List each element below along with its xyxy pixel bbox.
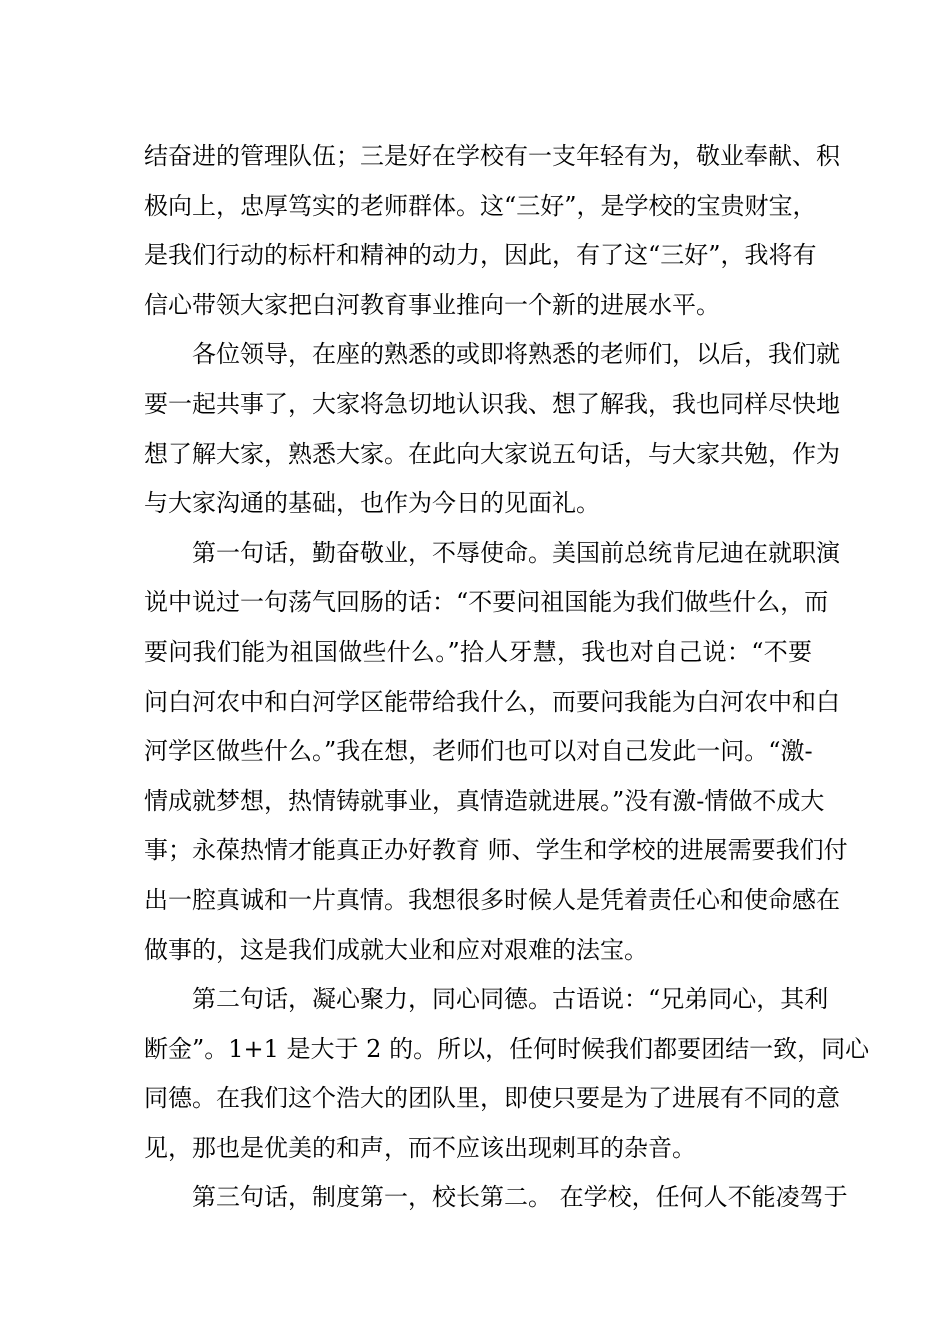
text-line: 情成就梦想，热情铸就事业，真情造就进展。”没有激-情做不成大 — [144, 786, 825, 815]
text-line: 问白河农中和白河学区能带给我什么，而要问我能为白河农中和白 — [144, 687, 840, 716]
text-line: 信心带领大家把白河教育事业推向一个新的进展水平。 — [144, 290, 720, 319]
text-line: 极向上，忠厚笃实的老师群体。这“三好”，是学校的宝贵财宝， — [144, 191, 817, 220]
text-line: 事；永葆热情才能真正办好教育 师、学生和学校的进展需要我们付 — [144, 836, 848, 865]
text-line: 断金”。1+1 是大于 2 的。所以，任何时候我们都要团结一致，同心 — [144, 1034, 870, 1063]
text-line: 做事的，这是我们成就大业和应对艰难的法宝。 — [144, 935, 648, 964]
paragraph-first-line: 第一句话，勤奋敬业，不辱使命。美国前总统肯尼迪在就职演 — [192, 538, 840, 567]
text-line: 想了解大家，熟悉大家。在此向大家说五句话，与大家共勉，作为 — [144, 439, 840, 468]
text-line: 见，那也是优美的和声，而不应该出现刺耳的杂音。 — [144, 1133, 696, 1162]
paragraph-first-line: 各位领导，在座的熟悉的或即将熟悉的老师们，以后，我们就 — [192, 340, 840, 369]
text-line: 河学区做些什么。”我在想，老师们也可以对自己发此一问。“激- — [144, 737, 813, 766]
body-text — [144, 132, 870, 1223]
text-line: 结奋进的管理队伍；三是好在学校有一支年轻有为，敬业奉献、积 — [144, 142, 840, 170]
text-line: 要问我们能为祖国做些什么。”拾人牙慧，我也对自己说：“不要 — [144, 637, 812, 666]
text-line: 出一腔真诚和一片真情。我想很多时候人是凭着责任心和使命感在 — [144, 885, 840, 914]
text-line: 要一起共事了，大家将急切地认识我、想了解我，我也同样尽快地 — [144, 389, 840, 418]
text-line: 是我们行动的标杆和精神的动力，因此，有了这“三好”，我将有 — [144, 241, 817, 270]
text-line: 与大家沟通的基础，也作为今日的见面礼。 — [144, 489, 600, 518]
text-line: 同德。在我们这个浩大的团队里，即使只要是为了进展有不同的意 — [144, 1084, 840, 1113]
text-line: 说中说过一句荡气回肠的话：“不要问祖国能为我们做些什么，而 — [144, 588, 829, 617]
paragraph-first-line: 第三句话，制度第一，校长第二。 在学校，任何人不能凌驾于 — [192, 1183, 848, 1212]
paragraph-first-line: 第二句话，凝心聚力，同心同德。古语说：“兄弟同心，其利 — [192, 985, 829, 1014]
